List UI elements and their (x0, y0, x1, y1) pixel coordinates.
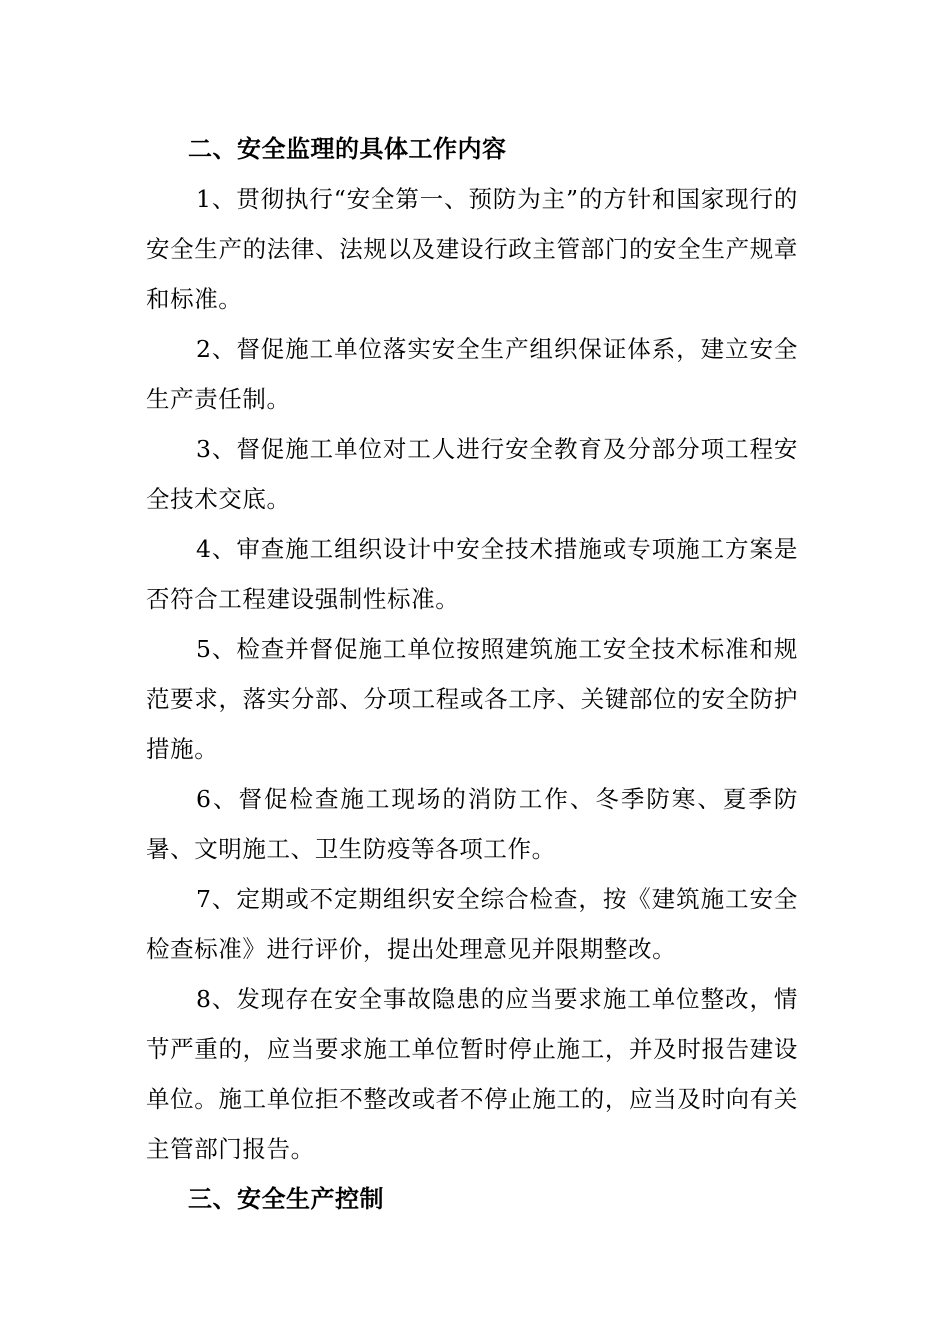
document-body (146, 124, 798, 1224)
list-item-2: 2、督促施工单位落实安全生产组织保证体系，建立安全生产责任制。 (146, 335, 798, 413)
section-two-heading: 二、安全监理的具体工作内容 (188, 135, 507, 163)
list-item-7: 7、定期或不定期组织安全综合检查，按《建筑施工安全检查标准》进行评价，提出处理意见并限期整改。 (146, 885, 798, 963)
list-item-8: 8、发现存在安全事故隐患的应当要求施工单位整改，情节严重的，应当要求施工单位暂时停止施工，并及时报告建设单位。施工单位拒不整改或者不停止施工的，应当及时向有关主管部门报告。 (146, 985, 798, 1163)
list-item-1: 1、贯彻执行“安全第一、预防为主”的方针和国家现行的安全生产的法律、法规以及建设行政主管部门的安全生产规章和标准。 (146, 185, 798, 313)
list-item-3: 3、督促施工单位对工人进行安全教育及分部分项工程安全技术交底。 (146, 435, 798, 513)
list-item-6: 6、督促检查施工现场的消防工作、冬季防寒、夏季防暑、文明施工、卫生防疫等各项工作。 (146, 785, 798, 863)
list-item-4: 4、审查施工组织设计中安全技术措施或专项施工方案是否符合工程建设强制性标准。 (146, 535, 798, 613)
list-item-5: 5、检查并督促施工单位按照建筑施工安全技术标准和规范要求，落实分部、分项工程或各工序、关键部位的安全防护措施。 (146, 635, 798, 763)
section-three-heading: 三、安全生产控制 (188, 1185, 384, 1213)
